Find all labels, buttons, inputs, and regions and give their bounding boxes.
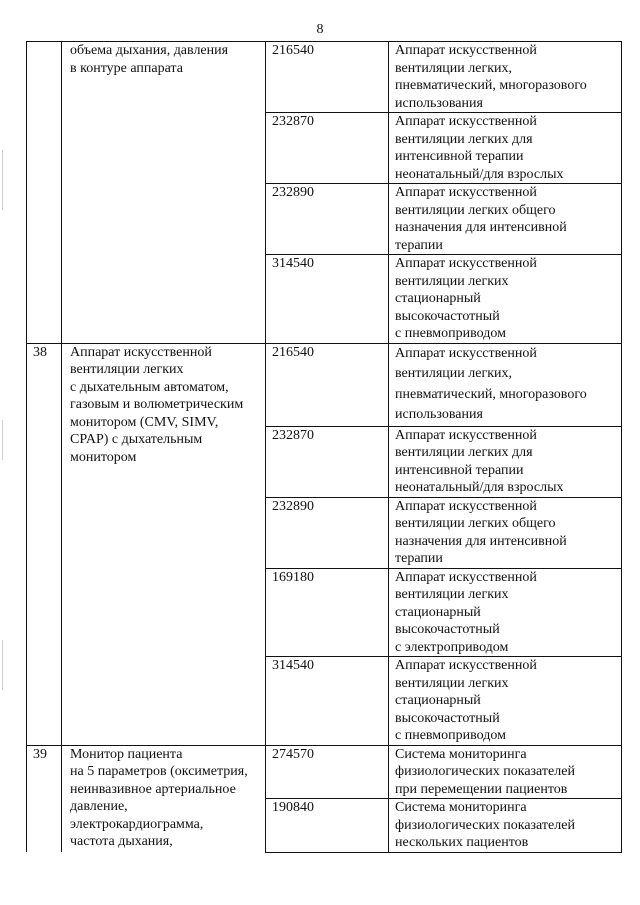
code-cell: 314540: [266, 255, 389, 344]
code-cell: 169180: [266, 568, 389, 657]
code-cell: 190840: [266, 799, 389, 853]
code-cell: 232890: [266, 497, 389, 568]
row-number-cell: 38: [27, 343, 62, 745]
page-number: 8: [316, 22, 324, 37]
code-cell: 232870: [266, 426, 389, 497]
table-row: [27, 745, 622, 799]
equipment-name-cell: Монитор пациента на 5 параметров (оксиметрия, неинвазивное артериальное давление, электрокардиограмма, частота дыхания,: [62, 745, 266, 852]
row-number-cell: 39: [27, 745, 62, 852]
code-cell: 216540: [266, 42, 389, 113]
description-cell: Аппарат искусственной вентиляции легких, пневматический, многоразового использования: [389, 343, 622, 426]
equipment-name-cell: Аппарат искусственной вентиляции легких с дыхательным автоматом, газовым и волюметрическим монитором (CMV, SIMV, CPAP) с дыхательным монитором: [62, 343, 266, 745]
description-cell: Аппарат искусственной вентиляции легких, пневматический, многоразового использования: [389, 42, 622, 113]
row-number-cell: [27, 42, 62, 344]
equipment-name-cell: объема дыхания, давления в контуре аппарата: [62, 42, 266, 344]
table-row: [27, 42, 622, 113]
table-row: [27, 343, 622, 426]
equipment-table: [26, 41, 622, 853]
description-cell: Система мониторинга физиологических показателей при перемещении пациентов: [389, 745, 622, 799]
description-cell: Аппарат искусственной вентиляции легких для интенсивной терапии неонатальный/для взрослых: [389, 113, 622, 184]
description-cell: Аппарат искусственной вентиляции легких стационарный высокочастотный с пневмоприводом: [389, 657, 622, 746]
description-cell: Аппарат искусственной вентиляции легких стационарный высокочастотный с пневмоприводом: [389, 255, 622, 344]
description-cell: Система мониторинга физиологических показателей нескольких пациентов: [389, 799, 622, 853]
description-cell: Аппарат искусственной вентиляции легких для интенсивной терапии неонатальный/для взрослых: [389, 426, 622, 497]
code-cell: 274570: [266, 745, 389, 799]
description-cell: Аппарат искусственной вентиляции легких общего назначения для интенсивной терапии: [389, 497, 622, 568]
description-cell: Аппарат искусственной вентиляции легких стационарный высокочастотный с электроприводом: [389, 568, 622, 657]
code-cell: 232890: [266, 184, 389, 255]
code-cell: 232870: [266, 113, 389, 184]
description-cell: Аппарат искусственной вентиляции легких общего назначения для интенсивной терапии: [389, 184, 622, 255]
code-cell: 216540: [266, 343, 389, 426]
code-cell: 314540: [266, 657, 389, 746]
